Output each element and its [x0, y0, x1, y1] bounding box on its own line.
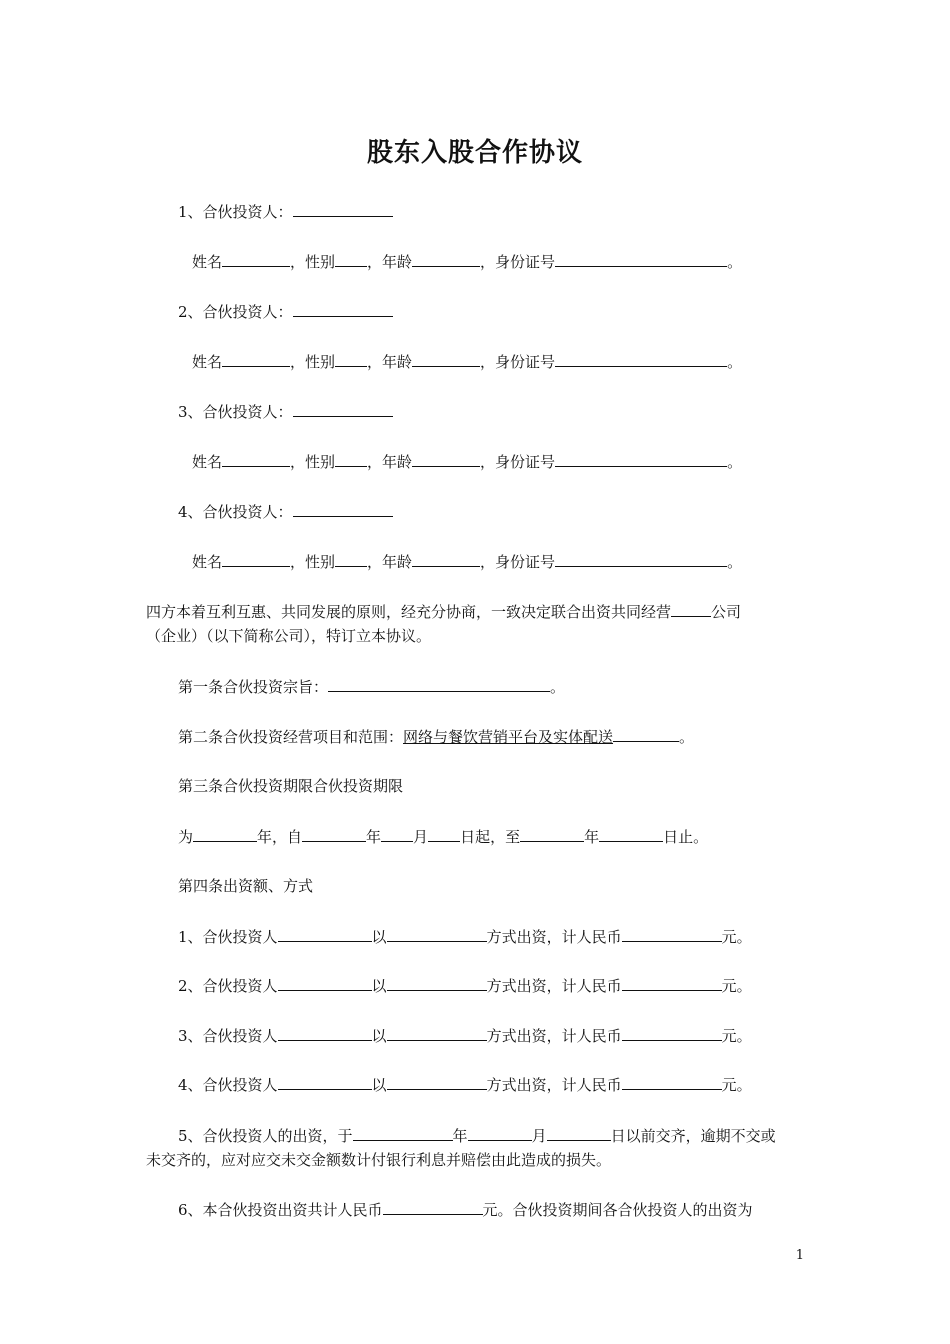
- article-1: 第一条合伙投资宗旨： 。: [178, 678, 566, 696]
- age-blank[interactable]: [412, 451, 480, 467]
- page-number: 1: [795, 1248, 804, 1263]
- end-year-blank[interactable]: [520, 826, 584, 842]
- method-blank[interactable]: [387, 1074, 487, 1090]
- investor-4-heading: 4、合伙投资人：: [178, 501, 393, 522]
- investor-3-details: 姓名 ，性别 ，年龄 ，身份证号 。: [192, 453, 743, 471]
- start-month-blank[interactable]: [381, 826, 413, 842]
- gender-blank[interactable]: [335, 351, 367, 367]
- end-day-blank[interactable]: [599, 826, 663, 842]
- investor-blank[interactable]: [278, 926, 372, 942]
- contribution-item-5-line-2: 未交齐的，应对应交未交金额数计付银行利息并赔偿由此造成的损失。: [146, 1151, 612, 1169]
- investor-4-blank[interactable]: [293, 501, 393, 517]
- age-blank[interactable]: [412, 551, 480, 567]
- investor-1-details: 姓名 ，性别 ，年龄 ，身份证号 。: [192, 253, 743, 271]
- name-blank[interactable]: [222, 551, 290, 567]
- investor-1-heading: 1、合伙投资人：: [178, 201, 393, 222]
- investor-4-details: 姓名 ，性别 ，年龄 ，身份证号 。: [192, 553, 743, 571]
- article-3-heading: 第三条合伙投资期限合伙投资期限: [178, 777, 404, 795]
- article-4-heading: 第四条出资额、方式: [178, 877, 314, 895]
- business-scope[interactable]: 网络与餐饮营销平台及实体配送: [403, 728, 614, 746]
- article-2: 第二条合伙投资经营项目和范围：网络与餐饮营销平台及实体配送 。: [178, 728, 695, 746]
- age-blank[interactable]: [412, 251, 480, 267]
- page-title: 股东入股合作协议: [366, 138, 583, 168]
- purpose-blank[interactable]: [328, 676, 550, 692]
- intro-line-1: 四方本着互利互惠、共同发展的原则，经充分协商，一致决定联合出资共同经营 公司: [146, 603, 742, 621]
- investor-2-blank[interactable]: [293, 301, 393, 317]
- id-blank[interactable]: [555, 451, 727, 467]
- gender-blank[interactable]: [335, 451, 367, 467]
- gender-blank[interactable]: [335, 251, 367, 267]
- article-3-term: 为 年，自 年 月 日起，至 年 日止。: [178, 828, 709, 846]
- investor-3-heading: 3、合伙投资人：: [178, 401, 393, 422]
- deadline-day-blank[interactable]: [547, 1125, 611, 1141]
- contribution-item-3: 3、合伙投资人 以 方式出资，计人民币 元。: [178, 1027, 752, 1045]
- method-blank[interactable]: [387, 1025, 487, 1041]
- investor-2-details: 姓名 ，性别 ，年龄 ，身份证号 。: [192, 353, 743, 371]
- investor-3-blank[interactable]: [293, 401, 393, 417]
- amount-blank[interactable]: [622, 1074, 722, 1090]
- investor-2-heading: 2、合伙投资人：: [178, 301, 393, 322]
- total-amount-blank[interactable]: [383, 1199, 483, 1215]
- amount-blank[interactable]: [622, 926, 722, 942]
- contribution-item-5: 5、合伙投资人的出资，于 年 月 日以前交齐，逾期不交或: [178, 1127, 776, 1145]
- deadline-year-blank[interactable]: [353, 1125, 453, 1141]
- start-day-blank[interactable]: [428, 826, 460, 842]
- deadline-month-blank[interactable]: [468, 1125, 532, 1141]
- method-blank[interactable]: [387, 926, 487, 942]
- contribution-item-6: 6、本合伙投资出资共计人民币 元。合伙投资期间各合伙投资人的出资为: [178, 1201, 753, 1219]
- company-blank[interactable]: [671, 601, 711, 617]
- id-blank[interactable]: [555, 251, 727, 267]
- name-blank[interactable]: [222, 351, 290, 367]
- id-blank[interactable]: [555, 351, 727, 367]
- intro-line-2: （企业）（以下简称公司），特订立本协议。: [146, 627, 432, 645]
- start-year-blank[interactable]: [302, 826, 366, 842]
- contribution-item-2: 2、合伙投资人 以 方式出资，计人民币 元。: [178, 977, 752, 995]
- investor-blank[interactable]: [278, 975, 372, 991]
- gender-blank[interactable]: [335, 551, 367, 567]
- name-blank[interactable]: [222, 251, 290, 267]
- contribution-item-1: 1、合伙投资人 以 方式出资，计人民币 元。: [178, 928, 752, 946]
- scope-blank[interactable]: [613, 726, 679, 742]
- contribution-item-4: 4、合伙投资人 以 方式出资，计人民币 元。: [178, 1076, 752, 1094]
- investor-blank[interactable]: [278, 1074, 372, 1090]
- age-blank[interactable]: [412, 351, 480, 367]
- investor-1-blank[interactable]: [293, 201, 393, 217]
- investor-blank[interactable]: [278, 1025, 372, 1041]
- name-blank[interactable]: [222, 451, 290, 467]
- method-blank[interactable]: [387, 975, 487, 991]
- amount-blank[interactable]: [622, 975, 722, 991]
- term-years-blank[interactable]: [193, 826, 257, 842]
- amount-blank[interactable]: [622, 1025, 722, 1041]
- id-blank[interactable]: [555, 551, 727, 567]
